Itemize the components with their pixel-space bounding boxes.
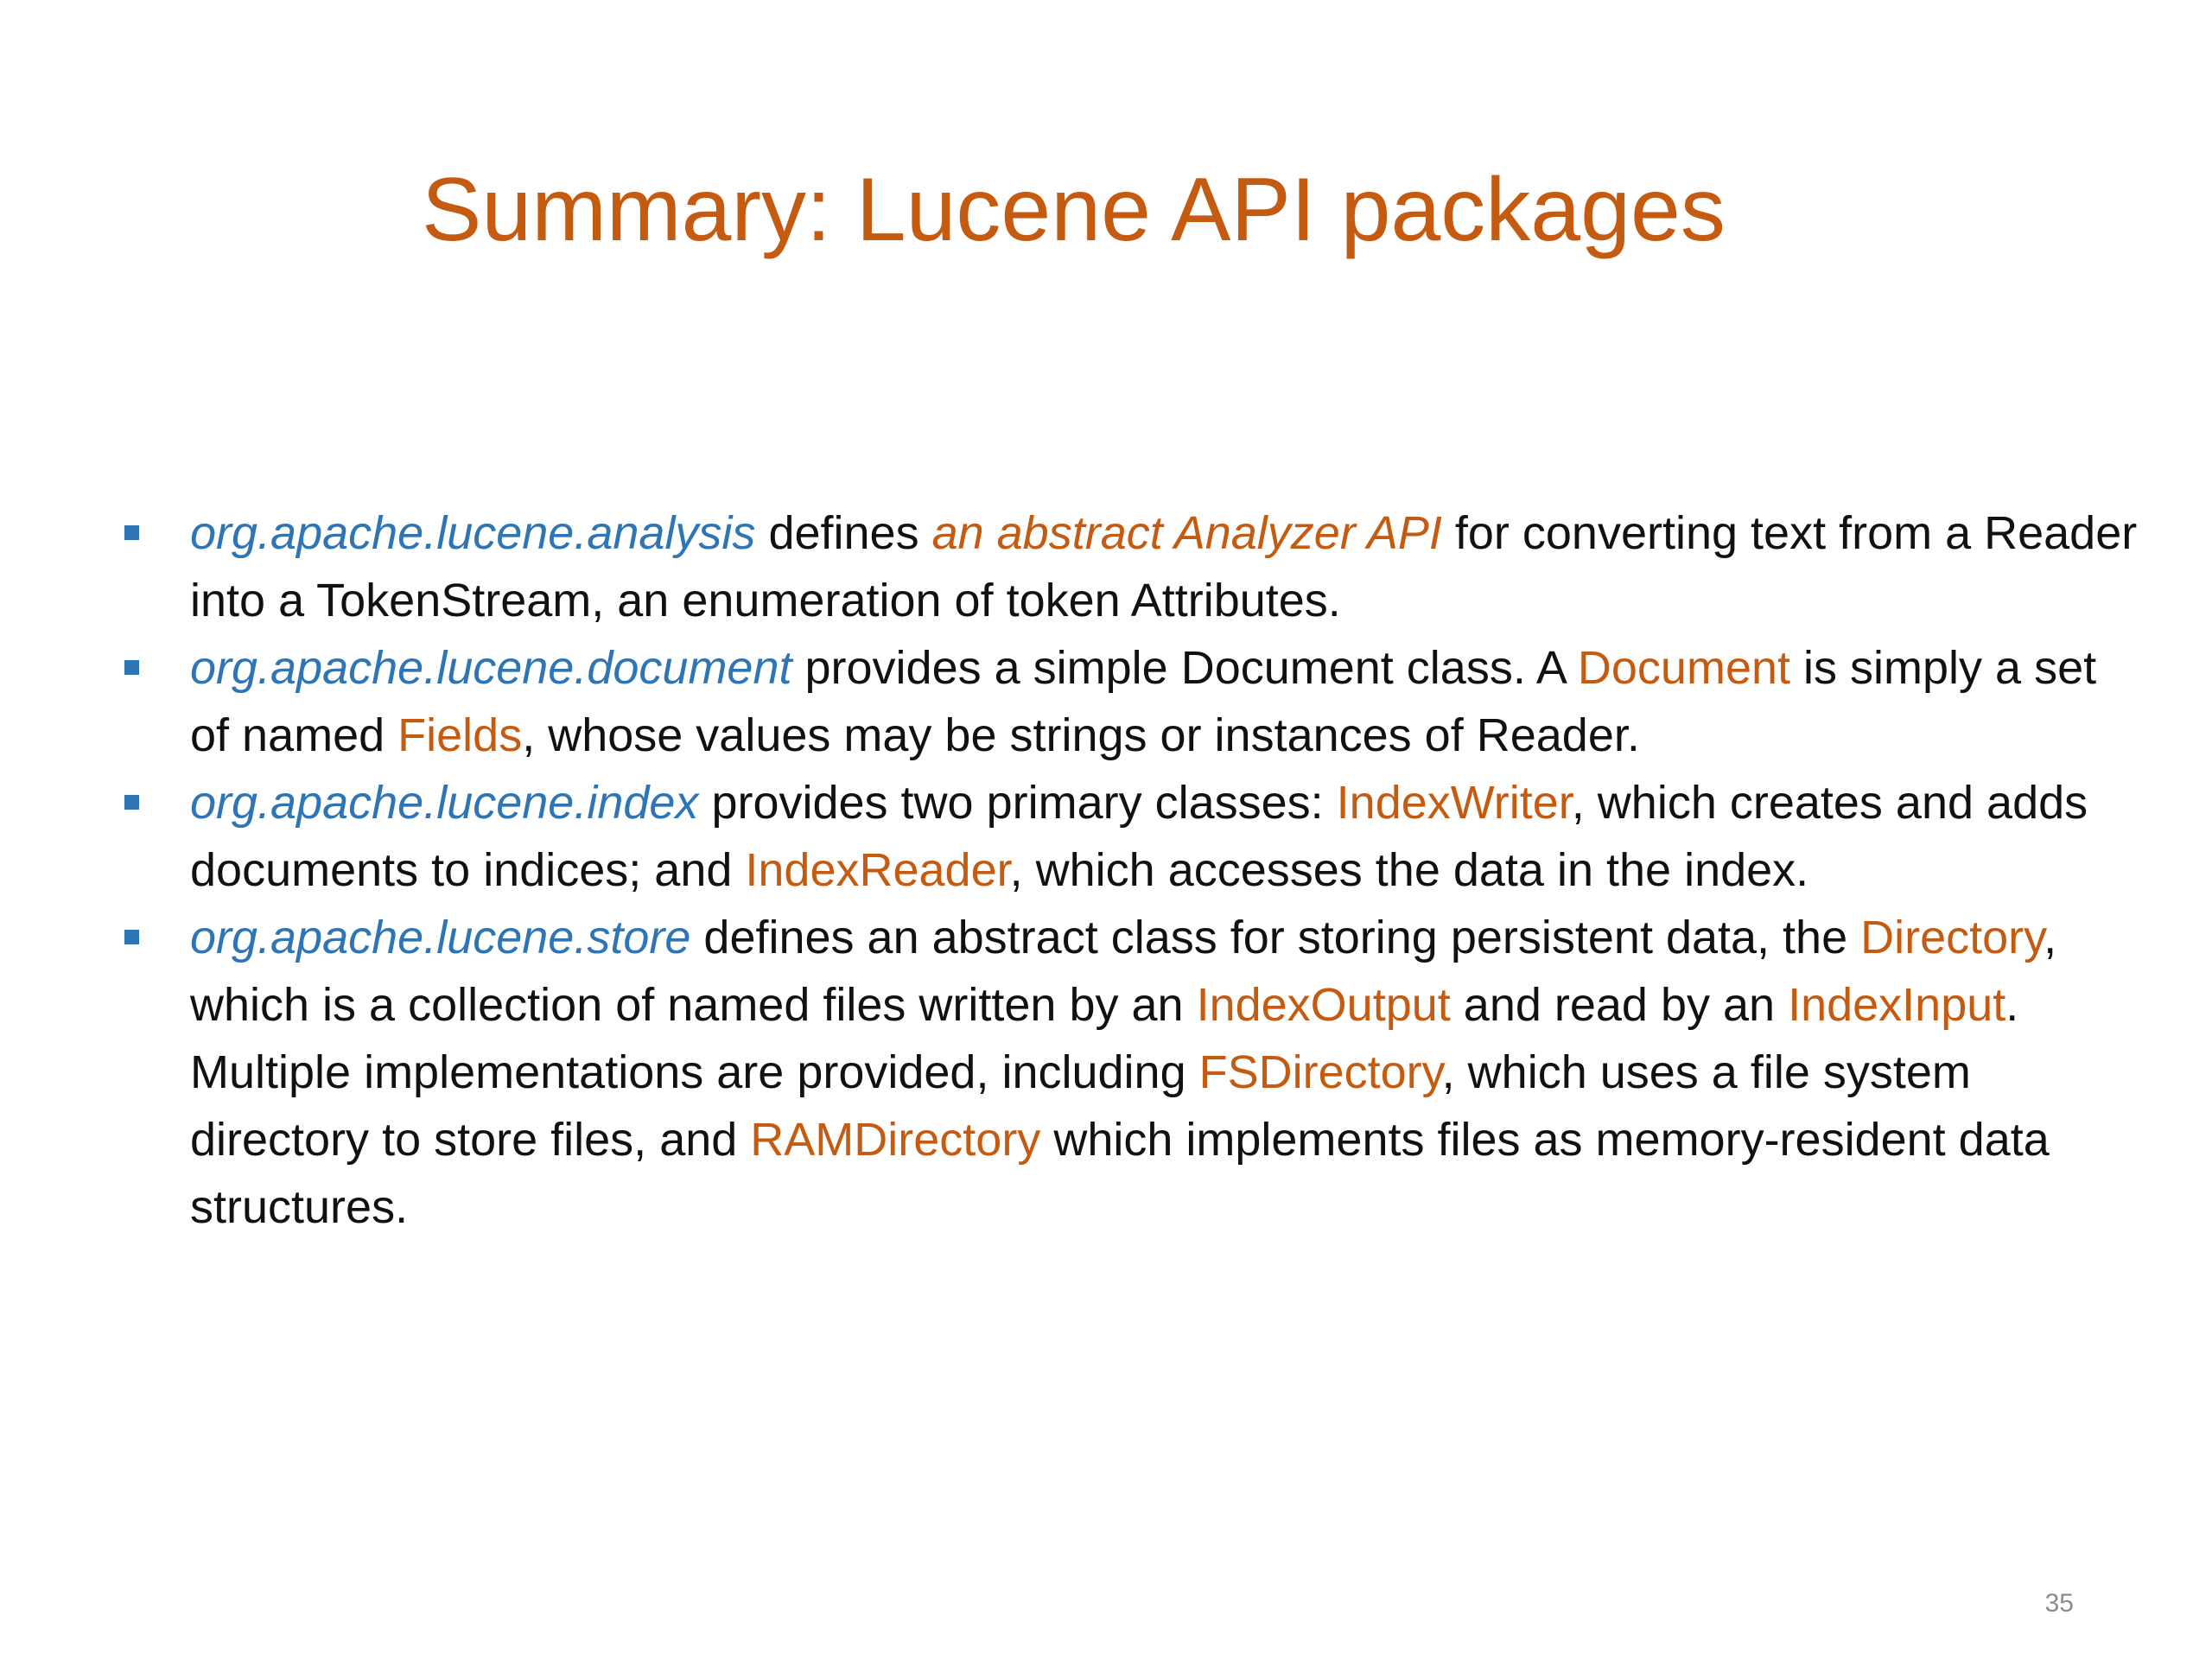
bullet-text: is simply a set of named: [190, 642, 2097, 761]
highlight-term: Document: [1577, 642, 1791, 694]
bullet-list: [121, 499, 2143, 1241]
bullet-text: , which accesses the data in the index.: [1009, 844, 1809, 896]
bullet-text: , which is a collection of named files written by an: [190, 912, 2057, 1031]
bullet-text: , which uses a file system directory to store files, and: [190, 1046, 1971, 1166]
package-name: org.apache.lucene.analysis: [190, 507, 756, 559]
package-name: org.apache.lucene.index: [190, 777, 699, 829]
bullet-text: for converting text from a Reader into a TokenStream, an enumeration of token Attributes.: [190, 507, 2138, 626]
square-bullet-icon: [124, 660, 139, 675]
bullet-item-analysis: [121, 499, 2143, 634]
bullet-text: . Multiple implementations are provided, including: [190, 979, 2019, 1098]
bullet-text: which implements files as memory-resident data structures.: [190, 1114, 2050, 1233]
highlight-term: RAMDirectory: [750, 1114, 1041, 1166]
square-bullet-icon: [124, 525, 139, 540]
highlight-term: FSDirectory: [1198, 1046, 1442, 1098]
package-name: org.apache.lucene.document: [190, 642, 792, 694]
bullet-item-store: [121, 904, 2143, 1241]
page-number: 35: [2044, 1589, 2074, 1618]
bullet-item-index: [121, 769, 2143, 904]
highlight-term: IndexInput: [1788, 979, 2006, 1031]
slide-title: Summary: Lucene API packages: [422, 160, 1726, 260]
bullet-text: defines an abstract class for storing persistent data, the: [690, 912, 1861, 963]
bullet-text: and read by an: [1450, 979, 1789, 1031]
square-bullet-icon: [124, 930, 139, 944]
highlight-term: an abstract Analyzer API: [931, 507, 1442, 559]
highlight-term: IndexWriter: [1336, 777, 1572, 829]
highlight-term: Directory: [1860, 912, 2044, 963]
bullet-text: , which creates and adds documents to indices; and: [190, 777, 2088, 896]
highlight-term: IndexOutput: [1196, 979, 1451, 1031]
bullet-text: , whose values may be strings or instances of Reader.: [522, 709, 1640, 761]
bullet-text: provides two primary classes:: [698, 777, 1337, 829]
bullet-text: provides a simple Document class. A: [791, 642, 1578, 694]
bullet-item-document: [121, 634, 2143, 769]
package-name: org.apache.lucene.store: [190, 912, 691, 963]
bullet-text: defines: [755, 507, 932, 559]
square-bullet-icon: [124, 795, 139, 810]
highlight-term: IndexReader: [745, 844, 1010, 896]
highlight-term: Fields: [397, 709, 523, 761]
